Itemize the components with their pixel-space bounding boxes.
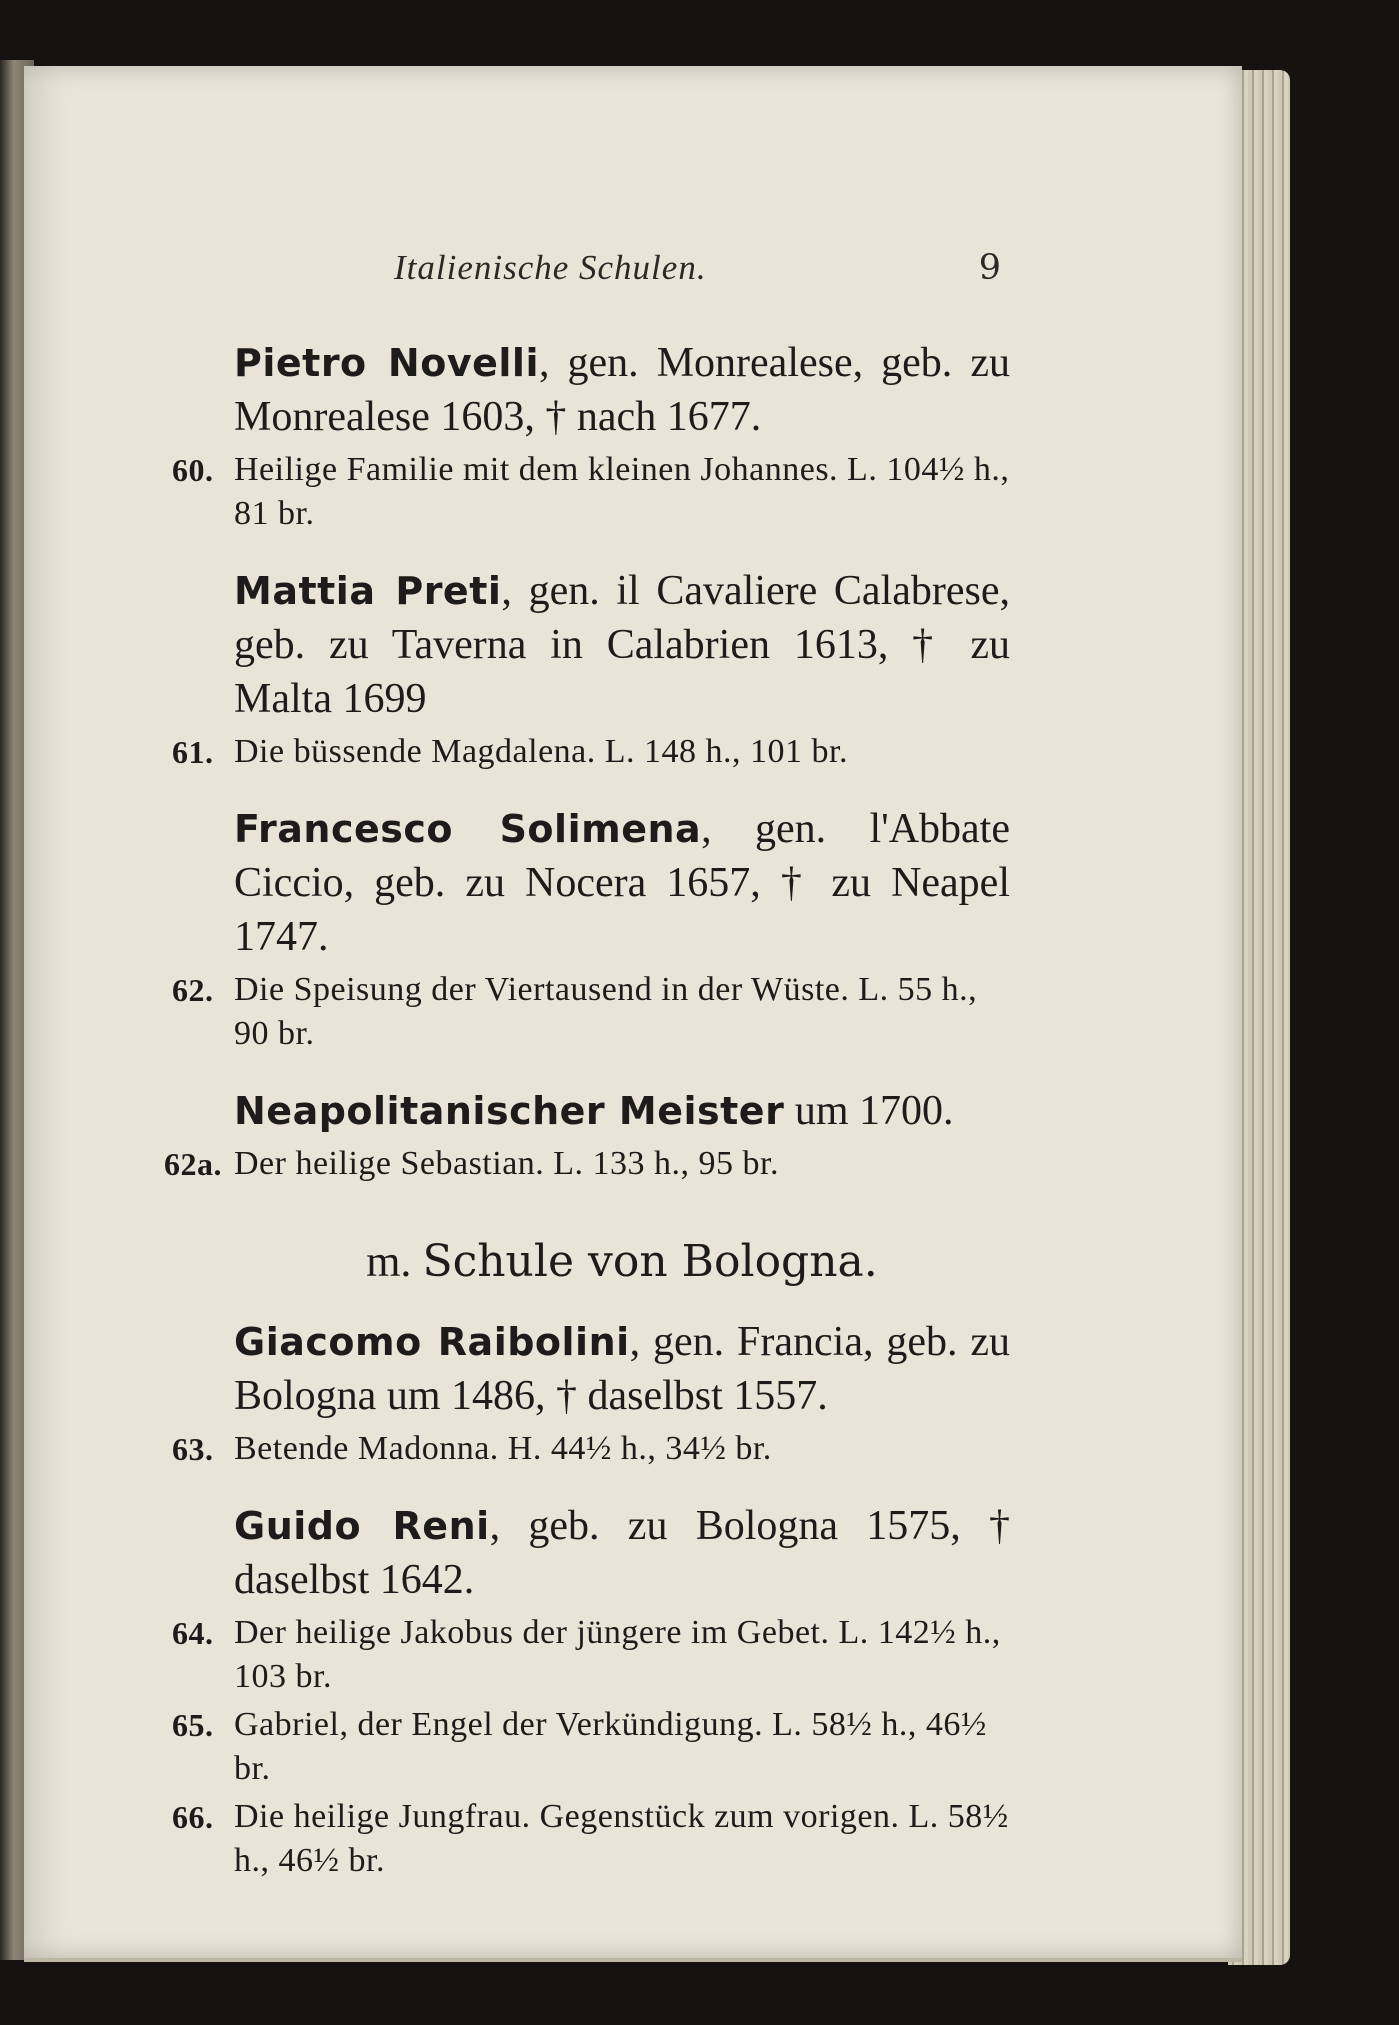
entry-text: Heilige Familie mit dem kleinen Johannes. L. 104½ h., 81 br. — [234, 451, 1010, 532]
entry-number: 62a. — [164, 1146, 222, 1182]
entry-text: Die heilige Jungfrau. Gegenstück zum vorigen. L. 58½ h., 46½ br. — [234, 1798, 1009, 1879]
entry-text: Die Speisung der Viertausend in der Wüste. L. 55 h., 90 br. — [234, 971, 978, 1052]
section-title: Schule von Bologna. — [422, 1236, 878, 1287]
artist-name: Neapolitanischer Meister — [234, 1089, 785, 1133]
catalogue-entry — [172, 448, 1010, 536]
catalogue-entry — [164, 1142, 1010, 1186]
artist-bio: , gen. Francia, geb. zu Bologna um 1486, † daselbst 1557. — [234, 1319, 1010, 1419]
artist-name: Mattia Preti — [234, 569, 502, 613]
entry-text: Der heilige Jakobus der jüngere im Gebet. L. 142½ h., 103 br. — [234, 1614, 1001, 1695]
entry-text: Der heilige Sebastian. L. 133 h., 95 br. — [234, 1145, 780, 1182]
catalogue-entry — [172, 730, 1010, 774]
artist-heading — [234, 1499, 1010, 1607]
artist-heading — [234, 1315, 1010, 1423]
catalogue-entry — [172, 1427, 1010, 1471]
entry-number: 63. — [172, 1431, 214, 1467]
artist-bio: , geb. zu Bologna 1575, † daselbst 1642. — [234, 1503, 1011, 1603]
entry-number: 61. — [172, 734, 214, 770]
artist-bio: um 1700. — [784, 1088, 954, 1134]
catalogue-entry — [172, 1703, 1010, 1791]
entry-text: Betende Madonna. H. 44½ h., 34½ br. — [234, 1430, 772, 1467]
page-number: 9 — [978, 248, 1002, 288]
artist-heading — [234, 1084, 1010, 1138]
running-head — [394, 248, 1002, 288]
section-letter: m. — [366, 1237, 412, 1286]
entry-number: 62. — [172, 972, 214, 1008]
catalogue-entry — [172, 968, 1010, 1056]
catalogue-entry — [172, 1795, 1010, 1883]
running-title: Italienische Schulen. — [394, 248, 707, 287]
artist-bio: , gen. l'Abbate Ciccio, geb. zu Nocera 1657, † zu Neapel 1747. — [234, 806, 1010, 960]
artist-name: Pietro Novelli — [234, 341, 539, 385]
entry-number: 66. — [172, 1799, 214, 1835]
artist-heading — [234, 802, 1010, 964]
artist-bio: , gen. Monrealese, geb. zu Monrealese 1603, † nach 1677. — [234, 340, 1010, 440]
artist-name: Giacomo Raibolini — [234, 1320, 630, 1364]
entry-number: 60. — [172, 452, 214, 488]
entry-number: 64. — [172, 1615, 214, 1651]
catalogue-text — [164, 336, 1011, 1883]
entry-number: 65. — [172, 1707, 214, 1743]
entry-text: Die büssende Magdalena. L. 148 h., 101 br. — [234, 733, 848, 770]
artist-heading — [234, 336, 1010, 444]
entry-text: Gabriel, der Engel der Verkündigung. L. 58½ h., 46½ br. — [234, 1706, 987, 1787]
artist-name: Francesco Solimena — [234, 807, 702, 851]
artist-name: Guido Reni — [234, 1504, 490, 1548]
artist-bio: , gen. il Cavaliere Calabrese, geb. zu Taverna in Calabrien 1613, † zu Malta 1699 — [234, 568, 1010, 722]
catalogue-entry — [172, 1611, 1010, 1699]
book-page — [24, 66, 1242, 1962]
artist-heading — [234, 564, 1010, 726]
section-heading — [234, 1236, 1010, 1287]
